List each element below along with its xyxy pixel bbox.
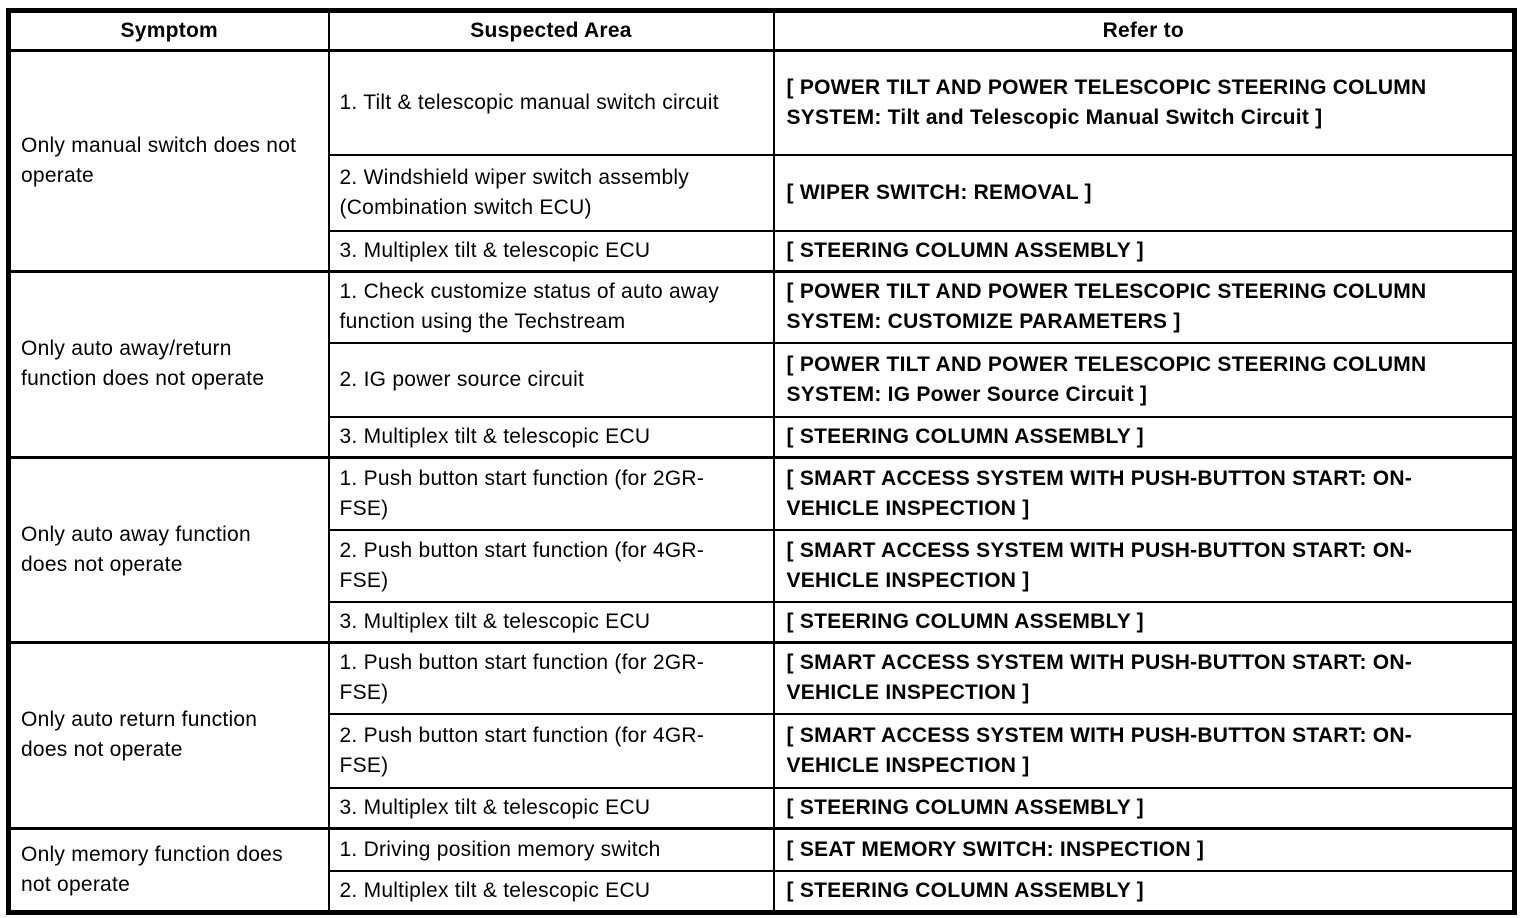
refer-to-cell: [ STEERING COLUMN ASSEMBLY ] [774,871,1515,913]
refer-to-cell: [ POWER TILT AND POWER TELESCOPIC STEERING COLUMN SYSTEM: Tilt and Telescopic Manual Switch Circuit ] [774,51,1515,155]
table-row [9,458,1515,530]
suspected-area-cell: 1. Push button start function (for 2GR-FSE) [329,642,774,714]
refer-to-cell: [ STEERING COLUMN ASSEMBLY ] [774,417,1515,458]
suspected-area-cell: 1. Driving position memory switch [329,829,774,871]
refer-to-cell: [ POWER TILT AND POWER TELESCOPIC STEERING COLUMN SYSTEM: CUSTOMIZE PARAMETERS ] [774,271,1515,343]
table-row [9,51,1515,155]
suspected-area-cell: 1. Check customize status of auto away function using the Techstream [329,271,774,343]
table-row [9,829,1515,871]
refer-to-cell: [ SMART ACCESS SYSTEM WITH PUSH-BUTTON START: ON-VEHICLE INSPECTION ] [774,642,1515,714]
header-symptom: Symptom [9,11,329,51]
refer-to-cell: [ STEERING COLUMN ASSEMBLY ] [774,602,1515,643]
suspected-area-cell: 2. IG power source circuit [329,343,774,417]
table-row [9,642,1515,714]
suspected-area-cell: 2. Multiplex tilt & telescopic ECU [329,871,774,913]
symptom-cell: Only auto away function does not operate [9,458,329,643]
table-header-row [9,11,1515,51]
symptom-cell: Only auto return function does not operate [9,642,329,829]
refer-to-cell: [ SMART ACCESS SYSTEM WITH PUSH-BUTTON START: ON-VEHICLE INSPECTION ] [774,714,1515,788]
refer-to-cell: [ STEERING COLUMN ASSEMBLY ] [774,788,1515,829]
suspected-area-cell: 1. Push button start function (for 2GR-FSE) [329,458,774,530]
refer-to-cell: [ SMART ACCESS SYSTEM WITH PUSH-BUTTON START: ON-VEHICLE INSPECTION ] [774,530,1515,602]
refer-to-cell: [ SEAT MEMORY SWITCH: INSPECTION ] [774,829,1515,871]
suspected-area-cell: 2. Push button start function (for 4GR-FSE) [329,714,774,788]
refer-to-cell: [ WIPER SWITCH: REMOVAL ] [774,155,1515,231]
table-body [9,51,1515,913]
refer-to-cell: [ STEERING COLUMN ASSEMBLY ] [774,231,1515,272]
symptom-cell: Only manual switch does not operate [9,51,329,272]
suspected-area-cell: 3. Multiplex tilt & telescopic ECU [329,602,774,643]
suspected-area-cell: 2. Push button start function (for 4GR-FSE) [329,530,774,602]
symptom-cell: Only memory function does not operate [9,829,329,913]
header-refer-to: Refer to [774,11,1515,51]
suspected-area-cell: 3. Multiplex tilt & telescopic ECU [329,231,774,272]
suspected-area-cell: 2. Windshield wiper switch assembly (Combination switch ECU) [329,155,774,231]
suspected-area-cell: 3. Multiplex tilt & telescopic ECU [329,788,774,829]
symptom-cell: Only auto away/return function does not operate [9,271,329,458]
suspected-area-cell: 1. Tilt & telescopic manual switch circuit [329,51,774,155]
refer-to-cell: [ POWER TILT AND POWER TELESCOPIC STEERING COLUMN SYSTEM: IG Power Source Circuit ] [774,343,1515,417]
refer-to-cell: [ SMART ACCESS SYSTEM WITH PUSH-BUTTON START: ON-VEHICLE INSPECTION ] [774,458,1515,530]
header-suspected-area: Suspected Area [329,11,774,51]
suspected-area-cell: 3. Multiplex tilt & telescopic ECU [329,417,774,458]
diagnostic-table [6,8,1517,915]
table-row [9,271,1515,343]
